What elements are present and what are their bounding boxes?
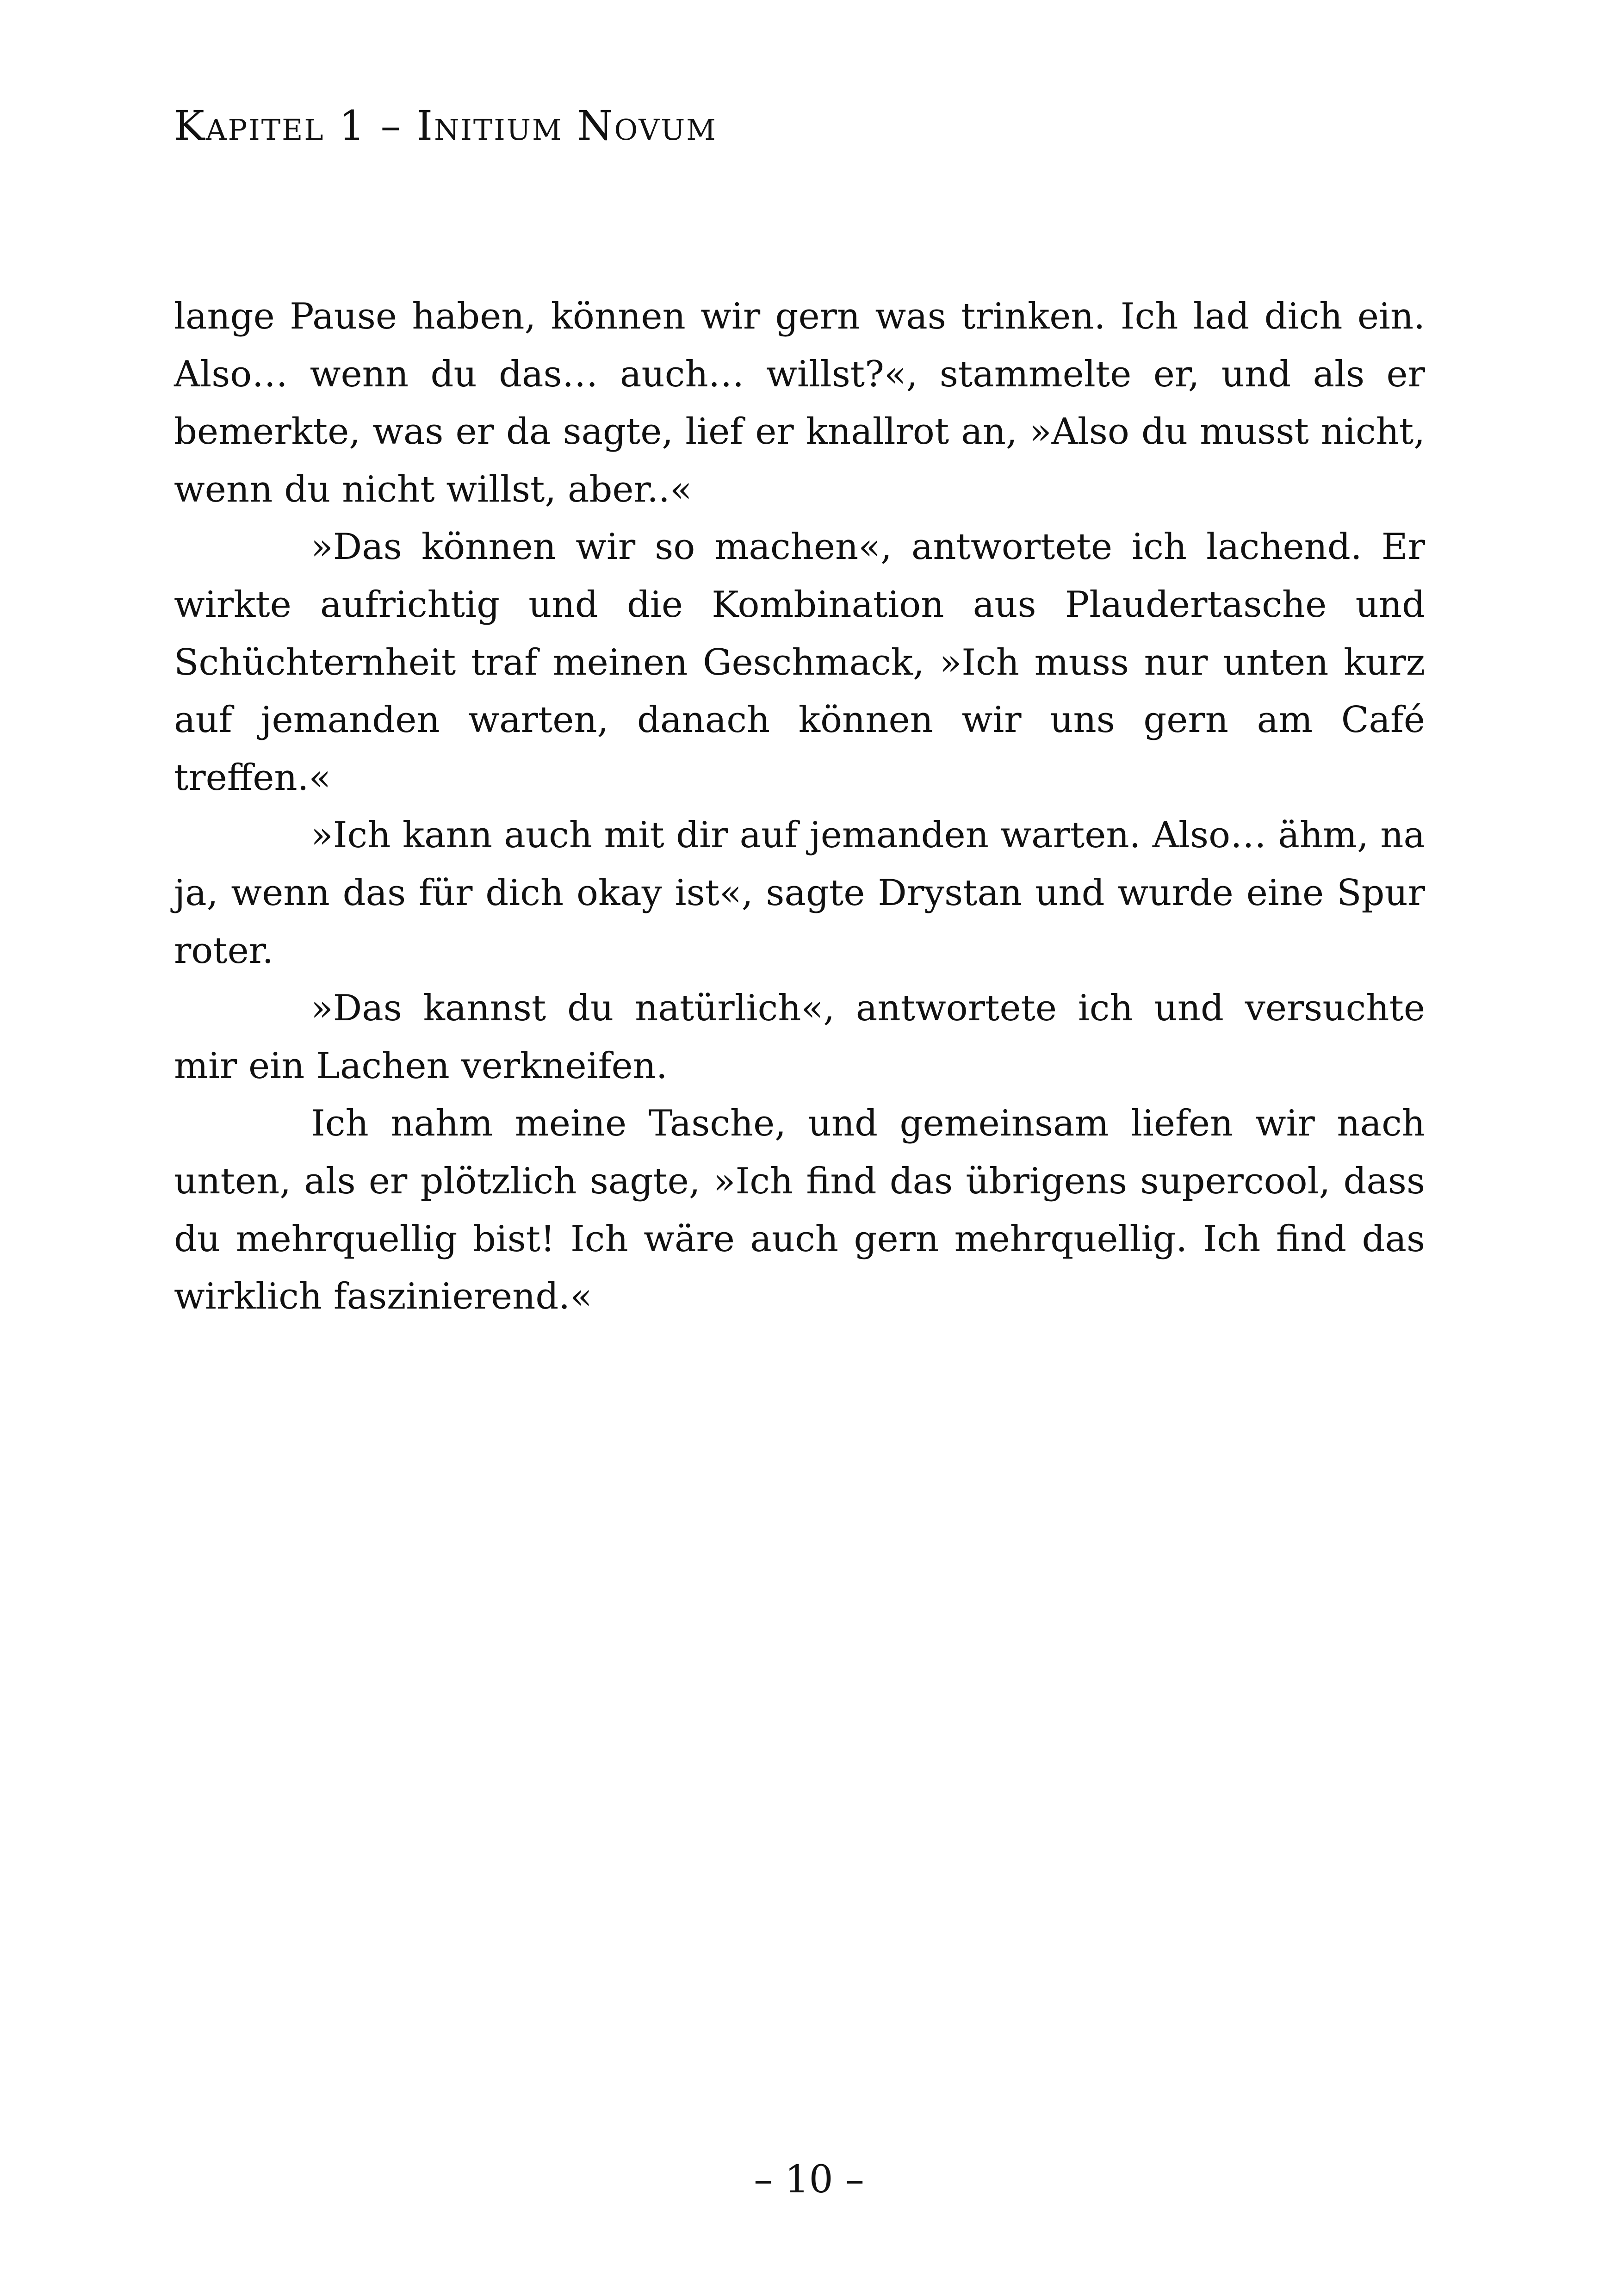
paragraph: »Das können wir so machen«, antwortete ich lachend. Er wirkte aufrichtig und die Kombination aus Plaudertasche und Schüchternheit traf meinen Geschmack, »Ich muss nur unten kurz auf jemanden warten, danach können wir uns gern am Café treffen.«	[174, 526, 1425, 799]
paragraph-continued: lange Pause haben, können wir gern was trinken. Ich lad dich ein. Also… wenn du das… auch… willst?«, stammelte er, und als er bemerkte, was er da sagte, lief er knallrot an, »Also du musst nicht, wenn du nicht willst, aber..«	[174, 296, 1425, 510]
paragraph: »Ich kann auch mit dir auf jemanden warten. Also… ähm, na ja, wenn das für dich okay ist«, sagte Drystan und wurde eine Spur roter.	[174, 814, 1425, 972]
body-text	[174, 288, 1425, 1326]
running-head: Kapitel 1 – Initium Novum	[174, 102, 717, 149]
paragraph: »Das kannst du natürlich«, antwortete ich und versuchte mir ein Lachen verkneifen.	[174, 987, 1425, 1087]
page-number: – 10 –	[754, 2158, 864, 2202]
paragraph: Ich nahm meine Tasche, und gemeinsam liefen wir nach unten, als er plötzlich sagte, »Ich find das übrigens supercool, dass du mehrquellig bist! Ich wäre auch gern mehrquellig. Ich find das wirklich faszinierend.«	[174, 1103, 1425, 1318]
